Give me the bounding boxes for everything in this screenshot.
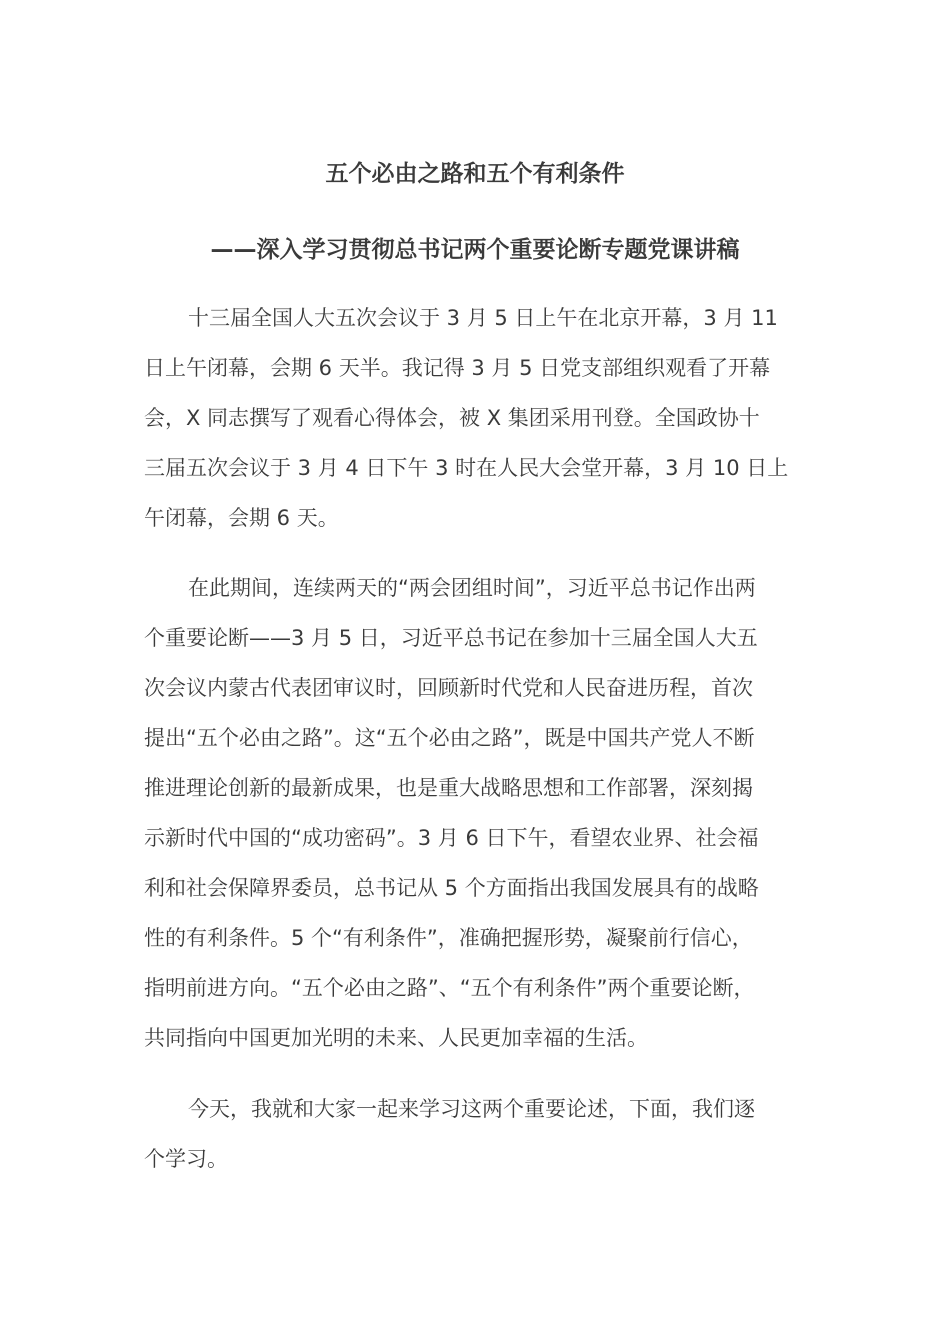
paragraph-line: 利和社会保障界委员，总书记从 5 个方面指出我国发展具有的战略 — [144, 876, 759, 900]
paragraph-3 — [144, 1084, 812, 1184]
paragraph-line: 共同指向中国更加光明的未来、人民更加幸福的生活。 — [144, 1026, 648, 1050]
paragraph-line: 示新时代中国的“成功密码”。3 月 6 日下午，看望农业界、社会福 — [144, 826, 759, 850]
paragraph-2 — [144, 563, 812, 1063]
paragraph-line: 性的有利条件。5 个“有利条件”，准确把握形势，凝聚前行信心， — [144, 926, 753, 950]
paragraph-line: 会，X 同志撰写了观看心得体会，被 X 集团采用刊登。全国政协十 — [144, 406, 760, 430]
paragraph-line: 十三届全国人大五次会议于 3 月 5 日上午在北京开幕，3 月 11 — [188, 306, 778, 330]
paragraph-line: 日上午闭幕，会期 6 天半。我记得 3 月 5 日党支部组织观看了开幕 — [144, 356, 771, 380]
paragraph-line: 提出“五个必由之路”。这“五个必由之路”，既是中国共产党人不断 — [144, 726, 755, 750]
paragraph-line: 次会议内蒙古代表团审议时，回顾新时代党和人民奋进历程，首次 — [144, 676, 753, 700]
paragraph-line: 在此期间，连续两天的“两会团组时间”，习近平总书记作出两 — [188, 576, 756, 600]
paragraph-line: 指明前进方向。“五个必由之路”、“五个有利条件”两个重要论断， — [144, 976, 755, 1000]
document-title: 五个必由之路和五个有利条件 — [325, 161, 625, 187]
document-subtitle: ——深入学习贯彻总书记两个重要论断专题党课讲稿 — [210, 237, 740, 263]
paragraph-line: 三届五次会议于 3 月 4 日下午 3 时在人民大会堂开幕，3 月 10 日上 — [144, 456, 789, 480]
paragraph-line: 推进理论创新的最新成果，也是重大战略思想和工作部署，深刻揭 — [144, 776, 753, 800]
paragraph-line: 今天，我就和大家一起来学习这两个重要论述，下面，我们逐 — [188, 1097, 755, 1121]
paragraph-line: 午闭幕，会期 6 天。 — [144, 506, 339, 530]
paragraph-1 — [144, 293, 812, 543]
paragraph-line: 个学习。 — [144, 1147, 228, 1171]
paragraph-line: 个重要论断——3 月 5 日，习近平总书记在参加十三届全国人大五 — [144, 626, 758, 650]
